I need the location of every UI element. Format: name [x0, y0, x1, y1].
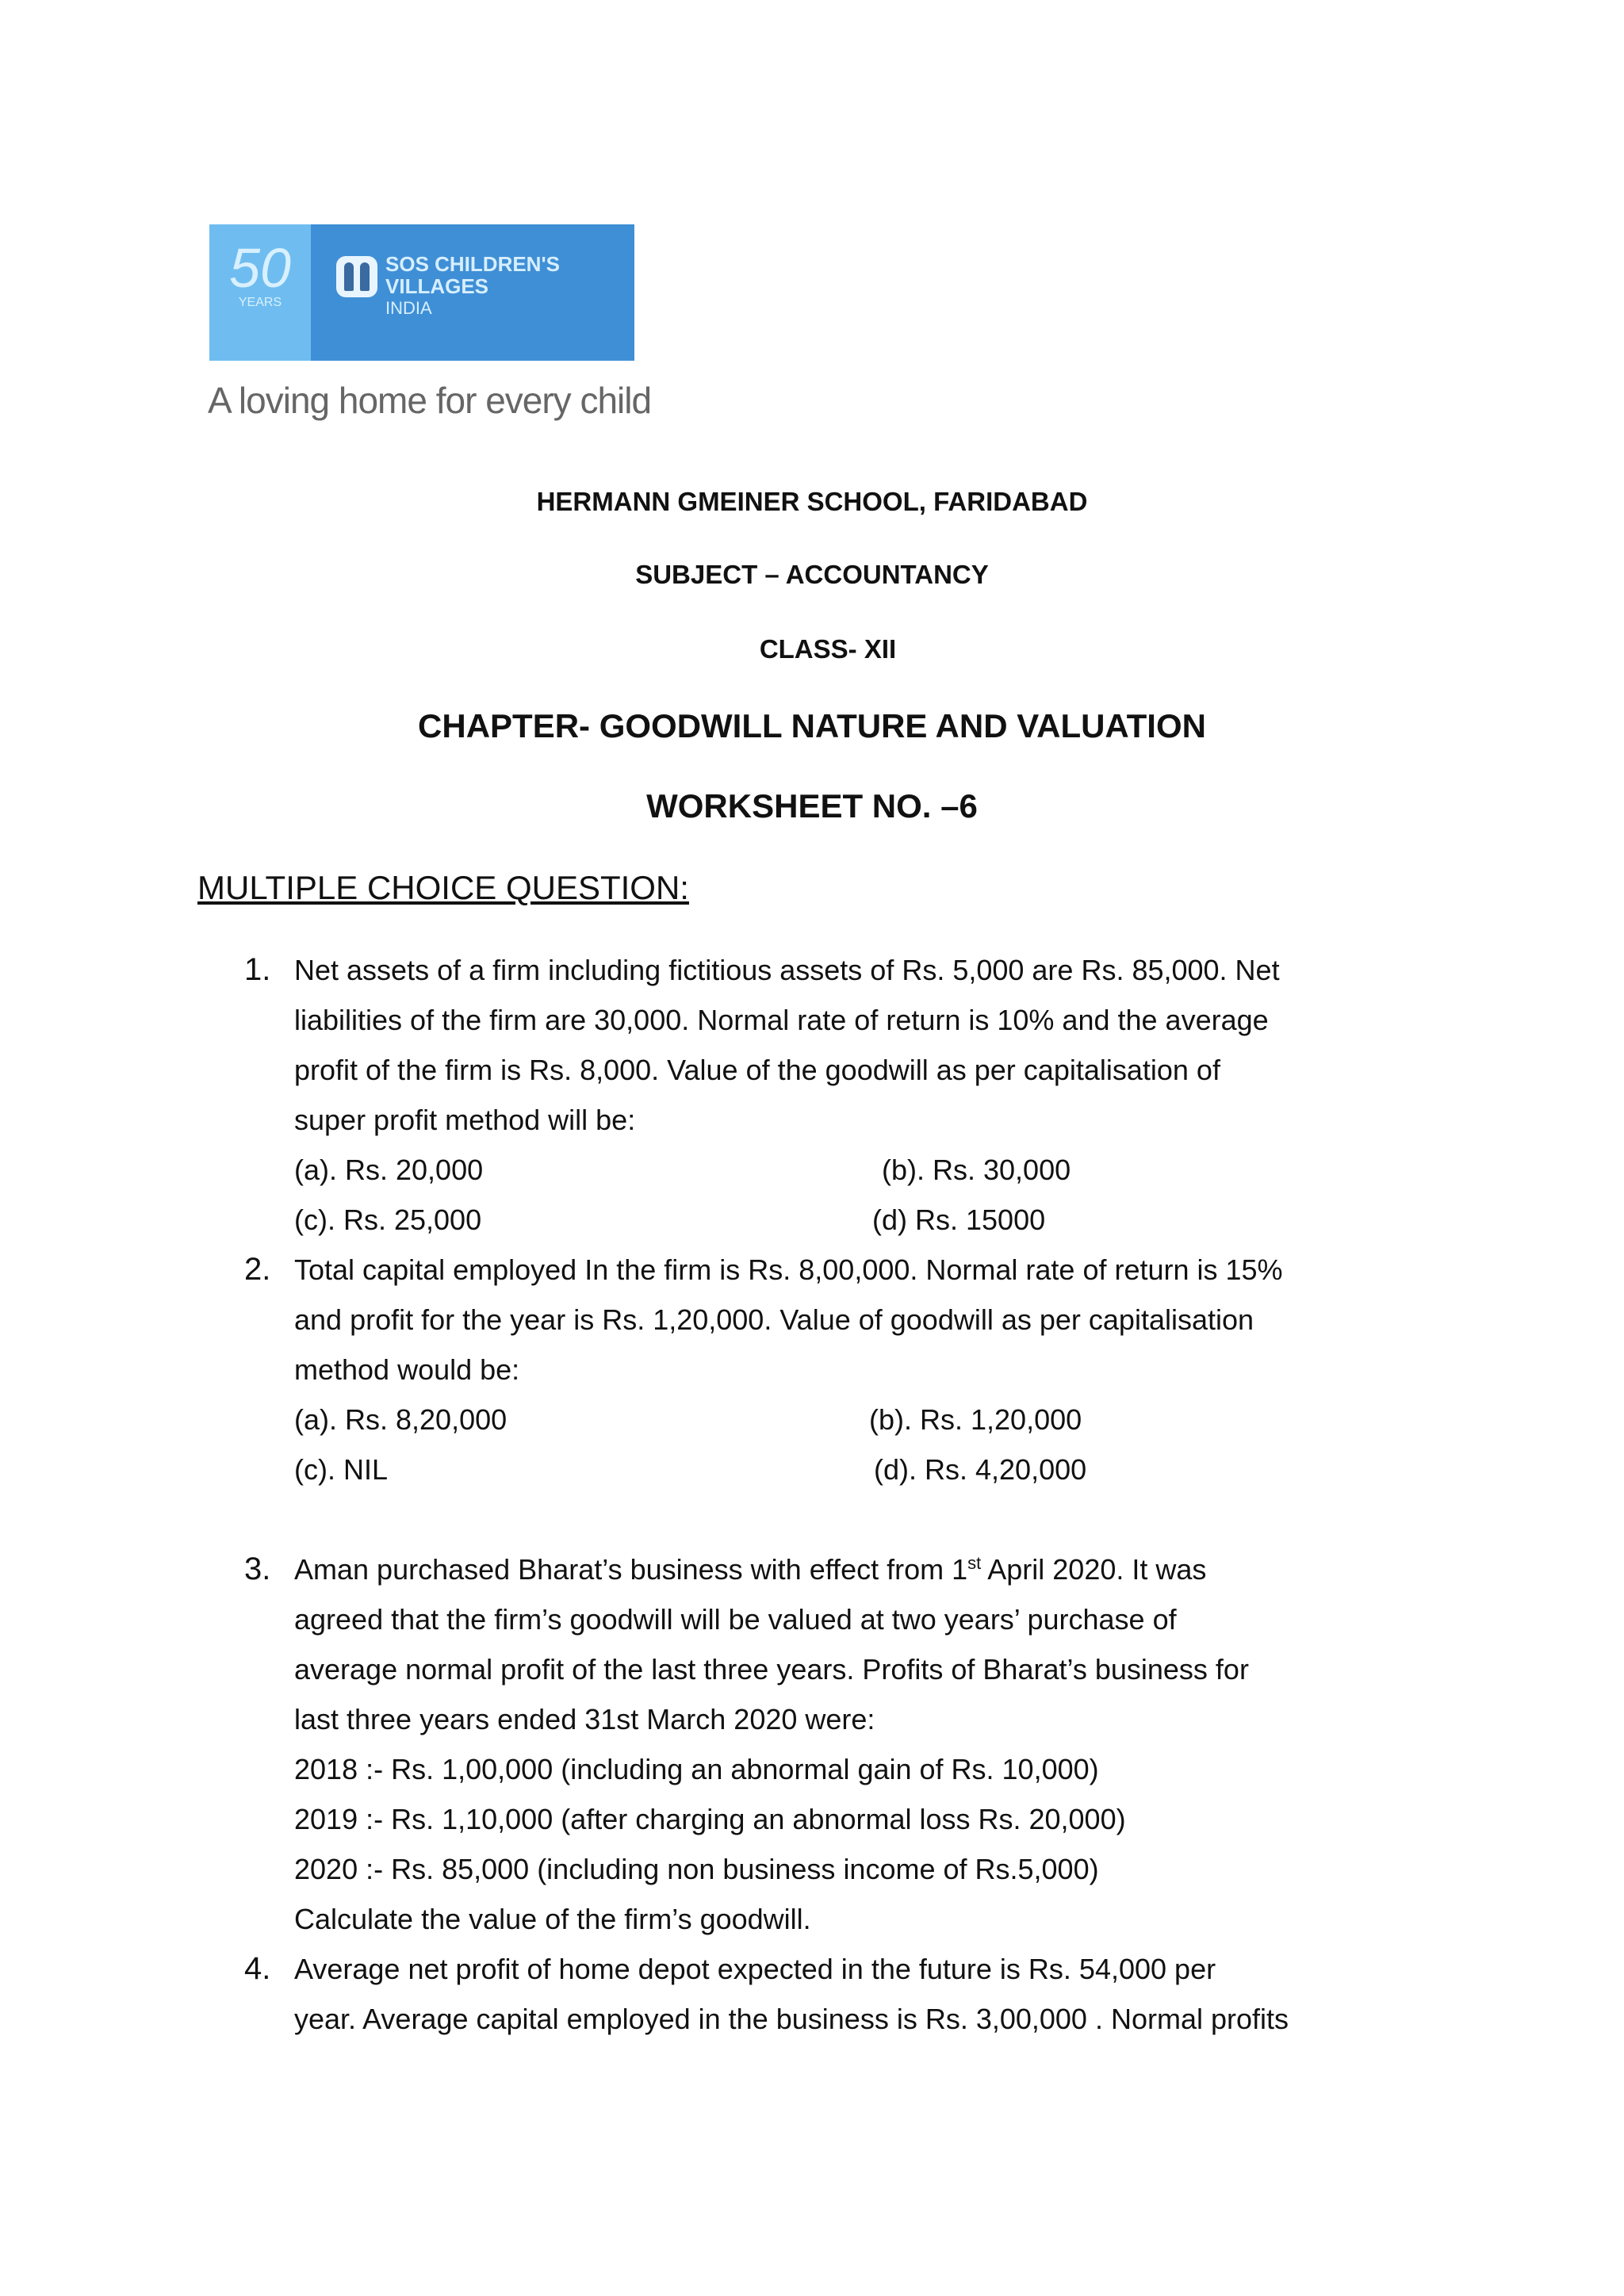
- question-text: Calculate the value of the firm’s goodwill.: [294, 1903, 811, 1935]
- question-1: [0, 945, 1624, 1145]
- option-c: (c). Rs. 25,000: [294, 1203, 482, 1236]
- ordinal-suffix: st: [967, 1553, 982, 1573]
- question-text: Average net profit of home depot expected in the future is Rs. 54,000 per: [294, 1953, 1216, 1985]
- text-part: April 2020. It was: [981, 1553, 1207, 1586]
- question-text: Total capital employed In the firm is Rs. 8,00,000. Normal rate of return is 15%: [294, 1253, 1283, 1286]
- logo-line-1: SOS CHILDREN'S: [385, 252, 560, 276]
- school-name: HERMANN GMEINER SCHOOL, FARIDABAD: [536, 487, 1088, 516]
- option-a: (a). Rs. 8,20,000: [294, 1403, 508, 1436]
- question-number: 2.: [244, 1252, 271, 1287]
- profit-2018: 2018 :- Rs. 1,00,000 (including an abnormal gain of Rs. 10,000): [294, 1753, 1099, 1785]
- text-part: Aman purchased Bharat’s business with effect from 1: [294, 1553, 968, 1586]
- section-title: MULTIPLE CHOICE QUESTION:: [197, 869, 689, 906]
- subject-heading: SUBJECT – ACCOUNTANCY: [635, 560, 989, 589]
- logo-line-2: VILLAGES: [385, 274, 489, 298]
- question-text: average normal profit of the last three years. Profits of Bharat’s business for: [294, 1653, 1249, 1686]
- profit-2019: 2019 :- Rs. 1,10,000 (after charging an abnormal loss Rs. 20,000): [294, 1803, 1126, 1835]
- option-a: (a). Rs. 20,000: [294, 1154, 484, 1186]
- years-label: YEARS: [238, 296, 282, 309]
- question-text: and profit for the year is Rs. 1,20,000. Value of goodwill as per capitalisation: [294, 1303, 1254, 1336]
- question-number: 3.: [244, 1552, 271, 1586]
- logo-text: [385, 253, 560, 320]
- logo-line-3: INDIA: [385, 298, 432, 318]
- option-b: (b). Rs. 1,20,000: [869, 1403, 1082, 1436]
- question-text: year. Average capital employed in the business is Rs. 3,00,000 . Normal profits: [294, 2003, 1289, 2035]
- option-b: (b). Rs. 30,000: [882, 1154, 1071, 1186]
- options-row: [0, 1195, 1624, 1245]
- years-number: 50: [229, 237, 291, 299]
- question-text: liabilities of the firm are 30,000. Normal rate of return is 10% and the average: [294, 1004, 1269, 1036]
- worksheet-heading: WORKSHEET NO. –6: [646, 787, 978, 825]
- options-row: [0, 1395, 1624, 1445]
- question-text: profit of the firm is Rs. 8,000. Value of the goodwill as per capitalisation of: [294, 1054, 1220, 1086]
- question-text: Net assets of a firm including fictitious assets of Rs. 5,000 are Rs. 85,000. Net: [294, 954, 1280, 986]
- questions-list: [0, 945, 1624, 2044]
- class-heading: CLASS- XII: [759, 634, 897, 664]
- question-number: 4.: [244, 1951, 271, 1986]
- logo-tagline: A loving home for every child: [208, 380, 652, 421]
- option-c: (c). NIL: [294, 1453, 389, 1486]
- sos-childrens-villages-logo: [209, 224, 634, 361]
- fifty-years-badge: [209, 224, 311, 361]
- question-number: 1.: [244, 952, 271, 987]
- options-row: [0, 1145, 1624, 1195]
- question-text: last three years ended 31st March 2020 were:: [294, 1703, 875, 1735]
- question-4: [0, 1944, 1624, 2044]
- question-2: [0, 1245, 1624, 1395]
- question-text: [294, 1544, 1624, 1594]
- question-text: super profit method will be:: [294, 1104, 636, 1136]
- option-d: (d). Rs. 4,20,000: [874, 1453, 1087, 1486]
- options-row: [0, 1445, 1624, 1494]
- question-text: agreed that the firm’s goodwill will be valued at two years’ purchase of: [294, 1603, 1177, 1636]
- children-emblem-icon: [336, 256, 377, 297]
- question-3: [0, 1544, 1624, 1944]
- question-text: method would be:: [294, 1353, 520, 1386]
- option-d: (d) Rs. 15000: [872, 1203, 1046, 1236]
- chapter-heading: CHAPTER- GOODWILL NATURE AND VALUATION: [418, 707, 1206, 744]
- profit-2020: 2020 :- Rs. 85,000 (including non business income of Rs.5,000): [294, 1853, 1099, 1885]
